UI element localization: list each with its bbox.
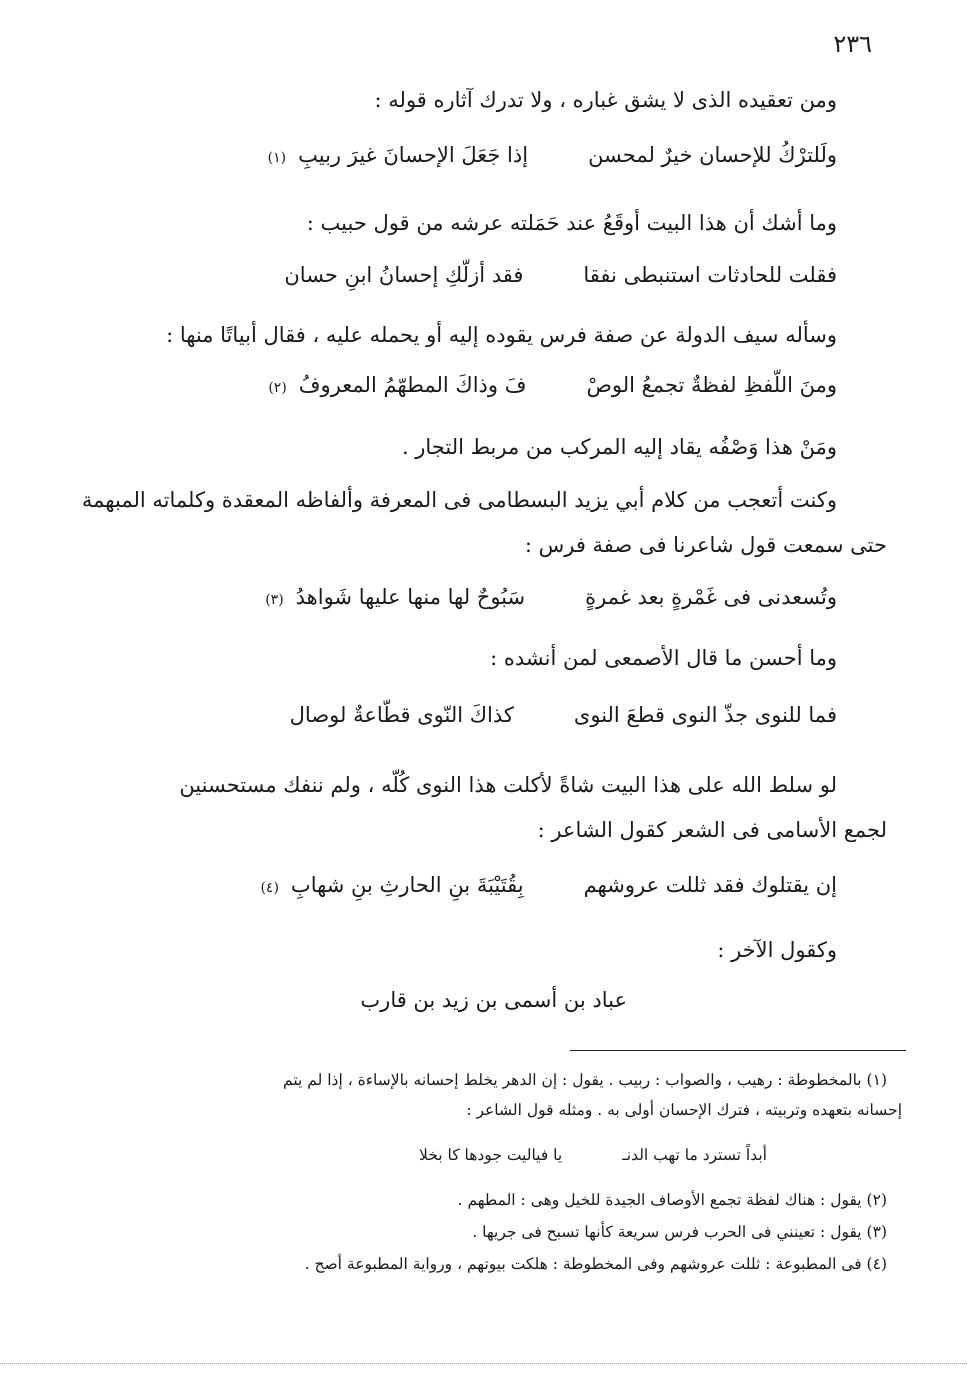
verse-hemistich: فما للنوى جذّ النوى قطعَ النوى xyxy=(573,703,837,727)
verse-hemistich: كذاكَ النّوى قطّاعةٌ لوصال xyxy=(289,703,514,727)
verse-hemistich: سَبُوحٌ لها منها عليها شَواهدُ xyxy=(295,585,526,609)
prose-line: حتى سمعت قول شاعرنا فى صفة فرس : xyxy=(524,533,887,557)
verse-hemistich: بِقُتَيْبَةَ بنِ الحارثِ بنِ شهابِ xyxy=(290,873,524,897)
prose-line: ومن تعقيده الذى لا يشق غباره ، ولا تدرك آثاره قوله : xyxy=(374,88,837,112)
footnote-line: (٢) يقول : هناك لفظة تجمع الأوصاف الجيدة للخيل وهى : المطهم . xyxy=(457,1191,887,1209)
verse-line xyxy=(260,870,837,903)
verse-line xyxy=(290,700,837,730)
scan-edge xyxy=(0,1363,967,1364)
page-number: ٢٣٦ xyxy=(833,30,872,58)
footnote-ref: (٢) xyxy=(268,380,287,396)
footnote-line: (٣) يقول : تعينني فى الحرب فرس سريعة كأنها تسبح فى جريها . xyxy=(472,1223,887,1241)
verse-line xyxy=(268,370,837,403)
prose-line: لو سلط الله على هذا البيت شاةً لأكلت هذا النوى كُلّه ، ولم ننفك مستحسنين xyxy=(179,773,837,797)
verse-hemistich: ومنَ اللّفظِ لفظةٌ تجمعُ الوصْ xyxy=(586,373,837,397)
verse-hemistich: يا فياليت جودها كا بخلا xyxy=(418,1146,563,1164)
verse-hemistich: فَ وذاكَ المطهّمُ المعروفُ xyxy=(298,373,527,397)
verse-hemistich: أبداً تسترد ما تهب الدنـ xyxy=(622,1146,767,1164)
prose-line: وكقول الآخر : xyxy=(717,938,837,962)
verse-hemistich: إن يقتلوك فقد ثللت عروشهم xyxy=(583,873,837,897)
prose-line: وكنت أتعجب من كلام أبي يزيد البسطامى فى المعرفة وألفاظه المعقدة وكلماته المبهمة xyxy=(81,488,837,512)
verse-hemistich: فقلت للحادثات استنبطى نفقا xyxy=(583,263,837,287)
verse-hemistich: فقد أزلّكِ إحسانُ ابنِ حسان xyxy=(284,263,524,287)
footnote-line: (١) بالمخطوطة : رهيب ، والصواب : ربيب . يقول : إن الدهر يخلط إحسانه بالإساءة ، إذا لم يتم xyxy=(283,1071,887,1089)
footnote-divider xyxy=(570,1050,906,1051)
verse-line xyxy=(268,140,837,173)
prose-line: لجمع الأسامى فى الشعر كقول الشاعر : xyxy=(537,818,887,842)
footnote-line: (٤) فى المطبوعة : ثللت عروشهم وفى المخطوطة : هلكت بيوتهم ، ورواية المطبوعة أصح . xyxy=(304,1255,887,1273)
verse-line xyxy=(284,260,837,290)
prose-line: ومَنْ هذا وَصْفُه يقاد إليه المركب من مربط التجار . xyxy=(401,435,837,459)
footnote-line: إحسانه بتعهده وتربيته ، فترك الإحسان أولى به . ومثله قول الشاعر : xyxy=(466,1101,902,1119)
verse-hemistich: ولَلترْكُ للإحسان خيرٌ لمحسن xyxy=(588,143,837,167)
footnote-ref: (٣) xyxy=(265,592,284,608)
footnote-verse xyxy=(419,1140,767,1170)
verse-line xyxy=(265,582,837,615)
footnote-ref: (٤) xyxy=(260,880,279,896)
verse-hemistich: إذا جَعَلَ الإحسانَ غيرَ ربيبِ xyxy=(298,143,529,167)
verse-line: عباد بن أسمى بن زيد بن قارب xyxy=(360,988,627,1012)
verse-hemistich: وتُسعدنى فى غَمْرةٍ بعد غمرةٍ xyxy=(585,585,837,609)
prose-line: وما أشك أن هذا البيت أوقَعُ عند حَمَلته عرشه من قول حبيب : xyxy=(306,211,837,235)
prose-line: وسأله سيف الدولة عن صفة فرس يقوده إليه أو يحمله عليه ، فقال أبياتًا منها : xyxy=(166,323,837,347)
footnote-ref: (١) xyxy=(267,150,287,166)
prose-line: وما أحسن ما قال الأصمعى لمن أنشده : xyxy=(490,646,837,670)
